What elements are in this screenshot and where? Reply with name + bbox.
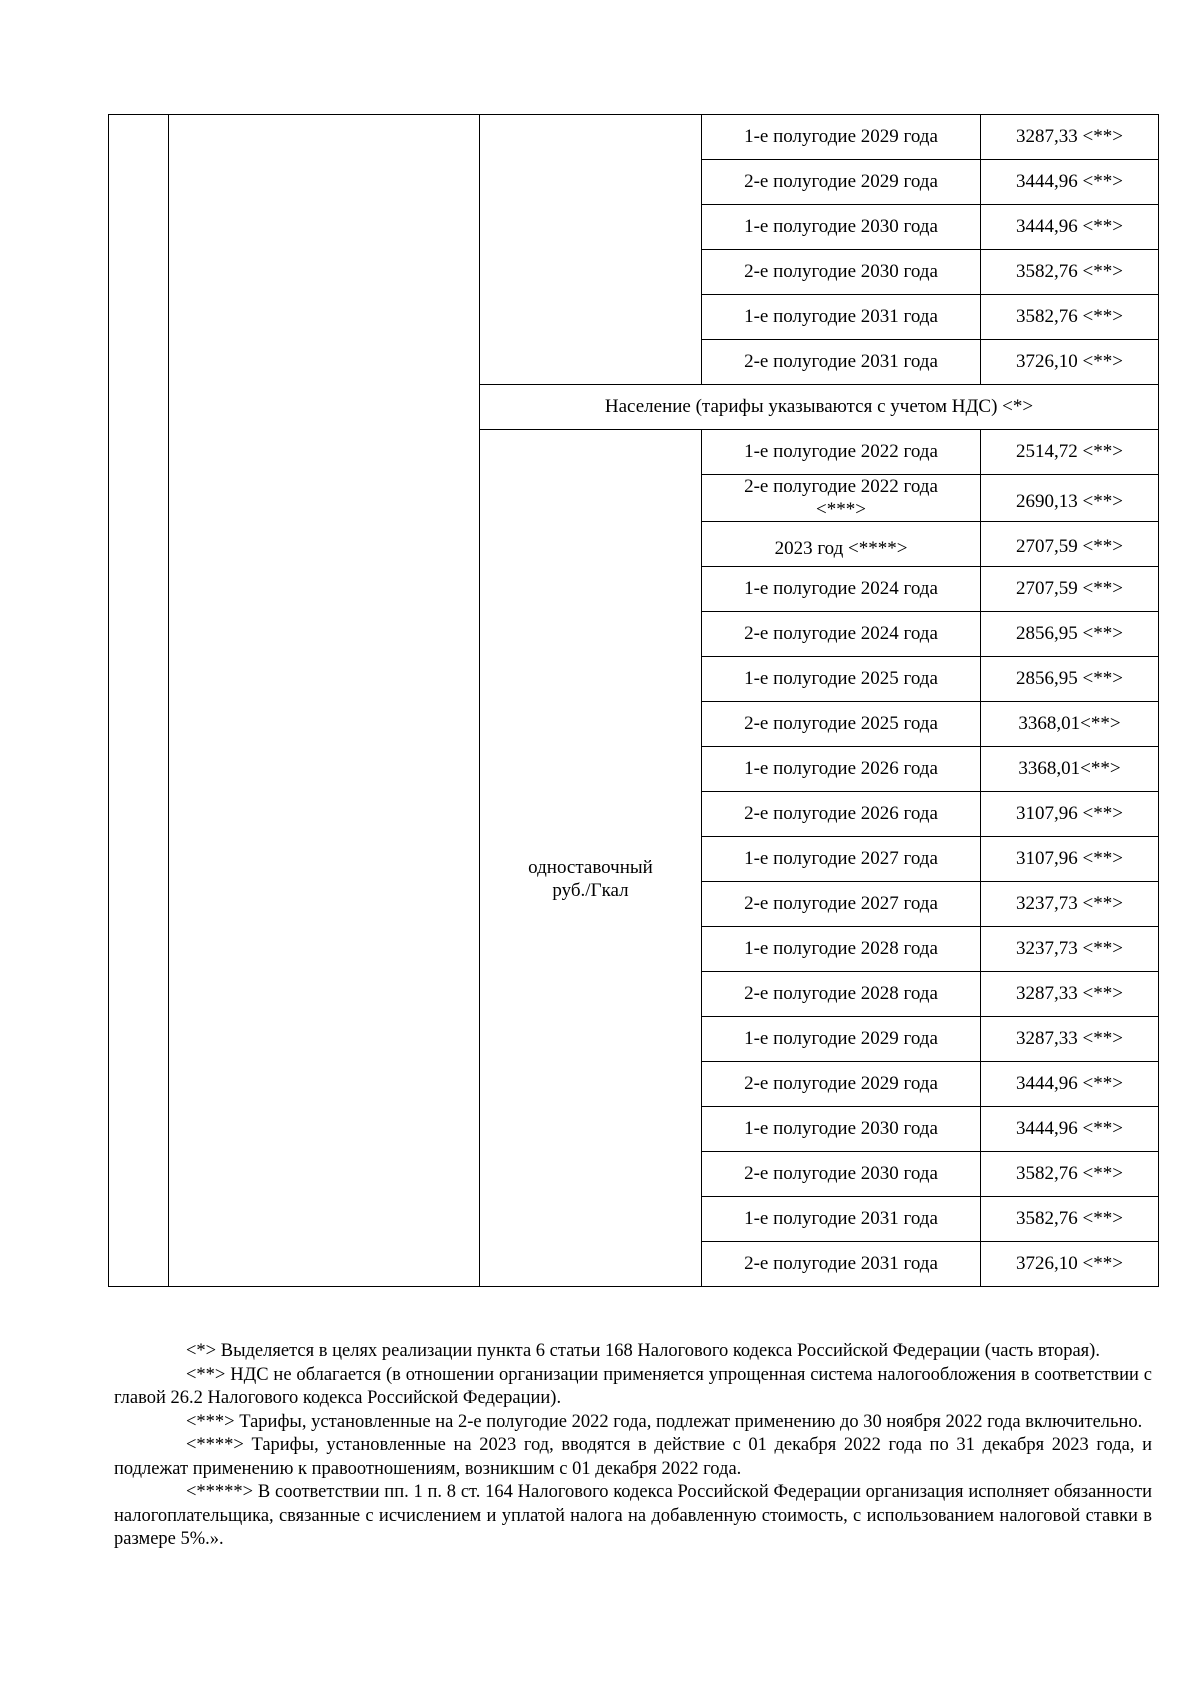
- period-cell: 2-е полугодие 2031 года: [702, 1242, 981, 1287]
- price-cell: 2856,95 <**>: [981, 612, 1159, 657]
- footnote-5: <*****> В соответствии пп. 1 п. 8 ст. 164 Налогового кодекса Российской Федерации организация исполняет обязанности налогоплательщика, связанные с исчислением и уплатой налога на добавленную стоимость, с использованием налоговой ставки в размере 5%.».: [114, 1482, 1152, 1549]
- price-cell: 3444,96 <**>: [981, 205, 1159, 250]
- price-cell: 3287,33 <**>: [981, 972, 1159, 1017]
- rate-type-label: одноставочный: [528, 857, 653, 878]
- period-cell: 1-е полугодие 2027 года: [702, 837, 981, 882]
- price-cell: 2690,13 <**>: [981, 475, 1159, 522]
- price-cell: 3237,73 <**>: [981, 882, 1159, 927]
- price-cell: 3726,10 <**>: [981, 1242, 1159, 1287]
- period-cell: 1-е полугодие 2030 года: [702, 205, 981, 250]
- period-cell: 1-е полугодие 2024 года: [702, 567, 981, 612]
- period-cell: 1-е полугодие 2026 года: [702, 747, 981, 792]
- price-cell: 3582,76 <**>: [981, 250, 1159, 295]
- footnote-2: <**> НДС не облагается (в отношении организации применяется упрощенная система налогообложения в соответствии с главой 26.2 Налогового кодекса Российской Федерации).: [114, 1364, 1152, 1408]
- price-cell: 3368,01<**>: [981, 747, 1159, 792]
- footnote-3: <***> Тарифы, установленные на 2-е полугодие 2022 года, подлежат применению до 30 ноября 2022 года включительно.: [186, 1411, 1143, 1432]
- price-cell: 3107,96 <**>: [981, 792, 1159, 837]
- price-cell: 2856,95 <**>: [981, 657, 1159, 702]
- rate-type-cell: [480, 430, 702, 1287]
- footnote-1: <*> Выделяется в целях реализации пункта 6 статьи 168 Налогового кодекса Российской Федерации (часть вторая).: [186, 1341, 1100, 1361]
- rate-unit-label: руб./Гкал: [552, 880, 629, 901]
- period-cell: 2-е полугодие 2027 года: [702, 882, 981, 927]
- period-cell: 2-е полугодие 2022 года <***>: [702, 475, 981, 522]
- period-cell: 1-е полугодие 2022 года: [702, 430, 981, 475]
- period-cell: 1-е полугодие 2029 года: [702, 1017, 981, 1062]
- period-cell: 2-е полугодие 2030 года: [702, 1152, 981, 1197]
- organization-cell: [169, 115, 480, 1287]
- period-cell: 1-е полугодие 2028 года: [702, 927, 981, 972]
- period-cell: 2-е полугодие 2028 года: [702, 972, 981, 1017]
- period-cell: 2-е полугодие 2024 года: [702, 612, 981, 657]
- price-cell: 3582,76 <**>: [981, 1152, 1159, 1197]
- table-row: [109, 115, 1159, 160]
- period-cell: 1-е полугодие 2025 года: [702, 657, 981, 702]
- period-cell: 1-е полугодие 2030 года: [702, 1107, 981, 1152]
- period-cell: 2-е полугодие 2026 года: [702, 792, 981, 837]
- period-cell: 2-е полугодие 2029 года: [702, 160, 981, 205]
- number-cell: [109, 115, 169, 1287]
- price-cell: 3444,96 <**>: [981, 1062, 1159, 1107]
- period-cell: 1-е полугодие 2031 года: [702, 295, 981, 340]
- period-cell: 2-е полугодие 2025 года: [702, 702, 981, 747]
- price-cell: 3107,96 <**>: [981, 837, 1159, 882]
- rate-type-cell-top: [480, 115, 702, 385]
- price-cell: 3287,33 <**>: [981, 1017, 1159, 1062]
- period-cell: 2-е полугодие 2030 года: [702, 250, 981, 295]
- price-cell: 3368,01<**>: [981, 702, 1159, 747]
- period-cell: 2-е полугодие 2029 года: [702, 1062, 981, 1107]
- period-cell: 2023 год <****>: [702, 522, 981, 567]
- price-cell: 2707,59 <**>: [981, 567, 1159, 612]
- footnote-4: <****> Тарифы, установленные на 2023 год, вводятся в действие с 01 декабря 2022 года по 31 декабря 2023 года, и подлежат применению к правоотношениям, возникшим с 01 декабря 2022 года.: [114, 1435, 1152, 1479]
- price-cell: 3444,96 <**>: [981, 160, 1159, 205]
- period-cell: 1-е полугодие 2029 года: [702, 115, 981, 160]
- price-cell: 3726,10 <**>: [981, 340, 1159, 385]
- tariff-table: [108, 114, 1159, 1287]
- period-cell: 2-е полугодие 2031 года: [702, 340, 981, 385]
- price-cell: 2514,72 <**>: [981, 430, 1159, 475]
- price-cell: 3582,76 <**>: [981, 295, 1159, 340]
- footnotes: [114, 1340, 1152, 1552]
- price-cell: 3444,96 <**>: [981, 1107, 1159, 1152]
- period-cell: 1-е полугодие 2031 года: [702, 1197, 981, 1242]
- section-header: Население (тарифы указываются с учетом НДС) <*>: [480, 385, 1159, 430]
- price-cell: 2707,59 <**>: [981, 522, 1159, 567]
- price-cell: 3287,33 <**>: [981, 115, 1159, 160]
- price-cell: 3237,73 <**>: [981, 927, 1159, 972]
- price-cell: 3582,76 <**>: [981, 1197, 1159, 1242]
